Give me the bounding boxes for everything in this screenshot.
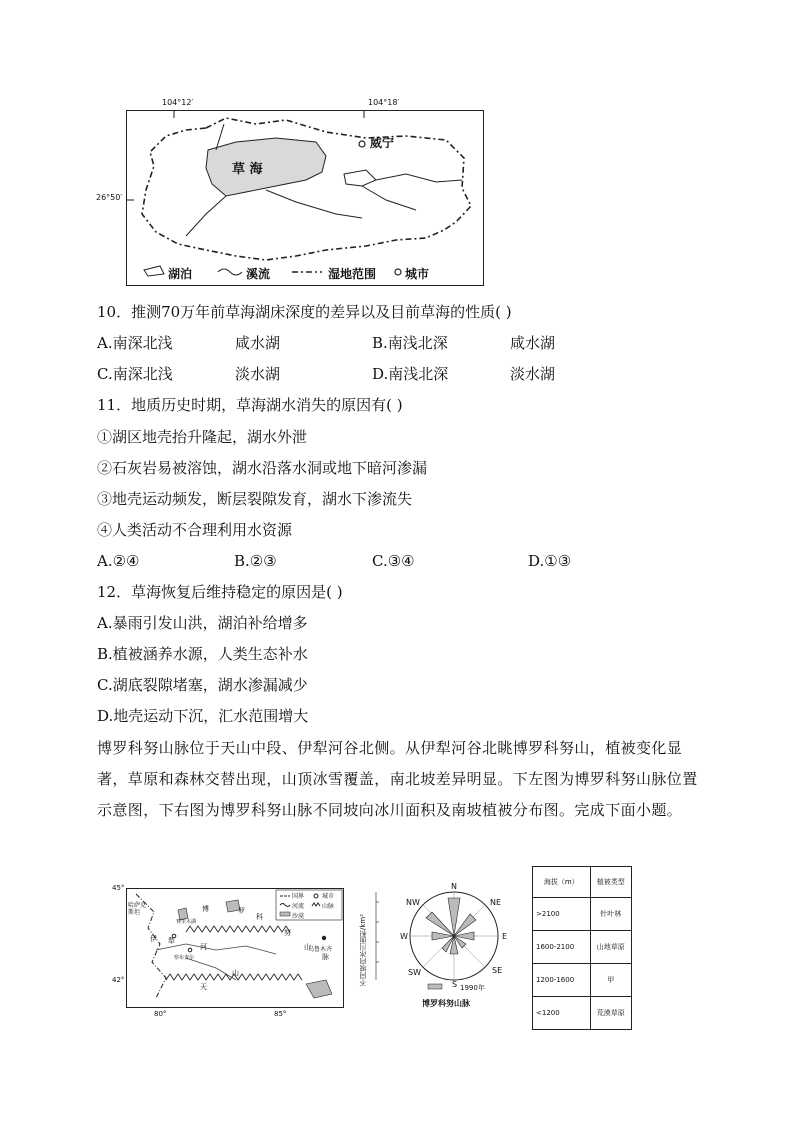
q11-option-b: B.②③ bbox=[234, 552, 277, 570]
q11-item-1: ①湖区地壳抬升隆起，湖水外泄 bbox=[97, 428, 308, 446]
caohai-map bbox=[92, 96, 488, 288]
cell-altitude: 1200-1600 bbox=[533, 964, 591, 997]
q12-stem: 12．草海恢复后维持稳定的原因是( ) bbox=[97, 583, 343, 601]
legend-wetland: 湿地范围 bbox=[328, 267, 377, 281]
q10-stem: 10．推测70万年前草海湖床深度的差异以及目前草海的性质( ) bbox=[97, 303, 512, 321]
label-shan1: 山 bbox=[304, 943, 311, 951]
table-row bbox=[533, 964, 632, 997]
lon-label-right: 104°18′ bbox=[368, 98, 400, 107]
q11-item-2: ②石灰岩易被溶蚀，湖水沿落水洞或地下暗河渗漏 bbox=[97, 459, 428, 477]
label-luo: 罗 bbox=[238, 907, 245, 915]
label-shan2: 山 bbox=[232, 969, 239, 977]
q10-option-a-type: 咸水湖 bbox=[235, 334, 281, 352]
legend-river: 河流 bbox=[292, 903, 305, 910]
cell-veg: 甲 bbox=[590, 964, 631, 997]
q10-option-a: A.南深北浅 bbox=[97, 334, 173, 352]
header-altitude: 海拔（m） bbox=[533, 867, 591, 898]
label-tian: 天 bbox=[200, 983, 207, 991]
legend-stream: 溪流 bbox=[246, 267, 271, 281]
q12-option-a: A.暴雨引发山洪，湖泊补给增多 bbox=[97, 614, 308, 632]
city-label: 威宁 bbox=[370, 136, 395, 150]
dir-ne: NE bbox=[490, 898, 502, 907]
cell-altitude: <1200 bbox=[533, 997, 591, 1030]
label-nu: 努 bbox=[284, 929, 291, 937]
rose-caption: 博罗科努山脉 bbox=[422, 999, 470, 1008]
label-li: 犁 bbox=[168, 937, 175, 945]
legend-lake: 湖泊 bbox=[168, 267, 193, 281]
legend-desert: 沙漠 bbox=[292, 913, 305, 920]
legend-border: 国界 bbox=[292, 893, 305, 900]
q11-stem: 11．地质历史时期，草海湖水消失的原因有( ) bbox=[97, 396, 403, 414]
q10-option-d-type: 淡水湖 bbox=[510, 365, 556, 383]
lake-label: 草 海 bbox=[232, 162, 263, 177]
dir-n: N bbox=[451, 882, 457, 891]
dir-e: E bbox=[502, 932, 508, 941]
cell-veg: 荒漠草原 bbox=[590, 997, 631, 1030]
q11-option-d: D.①③ bbox=[528, 552, 572, 570]
q10-option-c: C.南深北浅 bbox=[97, 365, 173, 383]
legend-city: 城市 bbox=[322, 893, 335, 900]
petal-nw bbox=[426, 912, 454, 936]
borohoro-map bbox=[108, 882, 346, 1022]
q11-item-4: ④人类活动不合理利用水资源 bbox=[97, 521, 293, 539]
label-yi: 伊 bbox=[150, 935, 157, 943]
rose-legend: 1990年 bbox=[460, 984, 485, 992]
q12-option-c: C.湖底裂隙堵塞，湖水渗漏减少 bbox=[97, 676, 308, 694]
vegetation-table bbox=[532, 866, 632, 1030]
lon-left-label: 80° bbox=[154, 1010, 167, 1018]
header-veg-type: 植被类型 bbox=[590, 867, 631, 898]
table-row bbox=[533, 898, 632, 931]
q12-option-b: B.植被涵养水源，人类生态补水 bbox=[97, 645, 308, 663]
q10-option-b: B.南浅北深 bbox=[372, 334, 448, 352]
dir-w: W bbox=[400, 932, 408, 941]
label-qapqal: 察布查尔 bbox=[174, 955, 195, 961]
q10-option-b-type: 咸水湖 bbox=[510, 334, 556, 352]
table-header-row bbox=[533, 867, 632, 898]
table-row bbox=[533, 997, 632, 1030]
q10-option-c-type: 淡水湖 bbox=[235, 365, 281, 383]
q11-item-3: ③地壳运动频发，断层裂隙发育，湖水下渗流失 bbox=[97, 490, 413, 508]
rose-ylabel: 不同坡向冰川面积/km² bbox=[359, 913, 367, 986]
dir-nw: NW bbox=[406, 898, 420, 907]
lat-bottom-label: 42° bbox=[112, 976, 125, 984]
label-sayram-lake: 赛里木湖 bbox=[176, 919, 197, 925]
label-ke: 科 bbox=[256, 913, 263, 921]
q10-option-d: D.南浅北深 bbox=[372, 365, 449, 383]
cell-veg: 针叶林 bbox=[590, 898, 631, 931]
intro-paragraph: 博罗科努山脉位于天山中段、伊犁河谷北侧。从伊犁河谷北眺博罗科努山，植被变化显著，草原和森林交替出现，山顶冰雪覆盖，南北坡差异明显。下左图为博罗科努山脉位置示意图，下右图为博罗科努山脉不同坡向冰川面积及南坡植被分布图。完成下面小题。 bbox=[97, 739, 698, 819]
cell-altitude: 1600-2100 bbox=[533, 931, 591, 964]
cell-veg: 山地草原 bbox=[590, 931, 631, 964]
dir-sw: SW bbox=[408, 968, 421, 977]
label-mai: 脉 bbox=[322, 953, 329, 961]
cell-altitude: >2100 bbox=[533, 898, 591, 931]
legend-city: 城市 bbox=[405, 267, 430, 281]
legend-mountain: 山脉 bbox=[322, 903, 335, 910]
caohai-map-frame bbox=[126, 110, 484, 286]
q12-option-d: D.地壳运动下沉，汇水范围增大 bbox=[97, 707, 309, 725]
q11-option-c: C.③④ bbox=[372, 552, 415, 570]
lat-label: 26°50′ bbox=[96, 193, 123, 202]
label-kazakhstan: 哈萨克斯坦 bbox=[128, 902, 147, 916]
lon-right-label: 85° bbox=[274, 1010, 287, 1018]
dir-se: SE bbox=[492, 966, 503, 975]
label-bo: 博 bbox=[202, 905, 209, 913]
glacier-rose-diagram bbox=[356, 876, 516, 1016]
table-row bbox=[533, 931, 632, 964]
dir-s: S bbox=[452, 980, 458, 989]
lat-top-label: 45° bbox=[112, 884, 125, 892]
label-urumqi: 乌鲁木齐 bbox=[308, 946, 333, 953]
q11-option-a: A.②④ bbox=[97, 552, 140, 570]
label-he: 河 bbox=[200, 943, 207, 951]
lon-label-left: 104°12′ bbox=[162, 98, 194, 107]
